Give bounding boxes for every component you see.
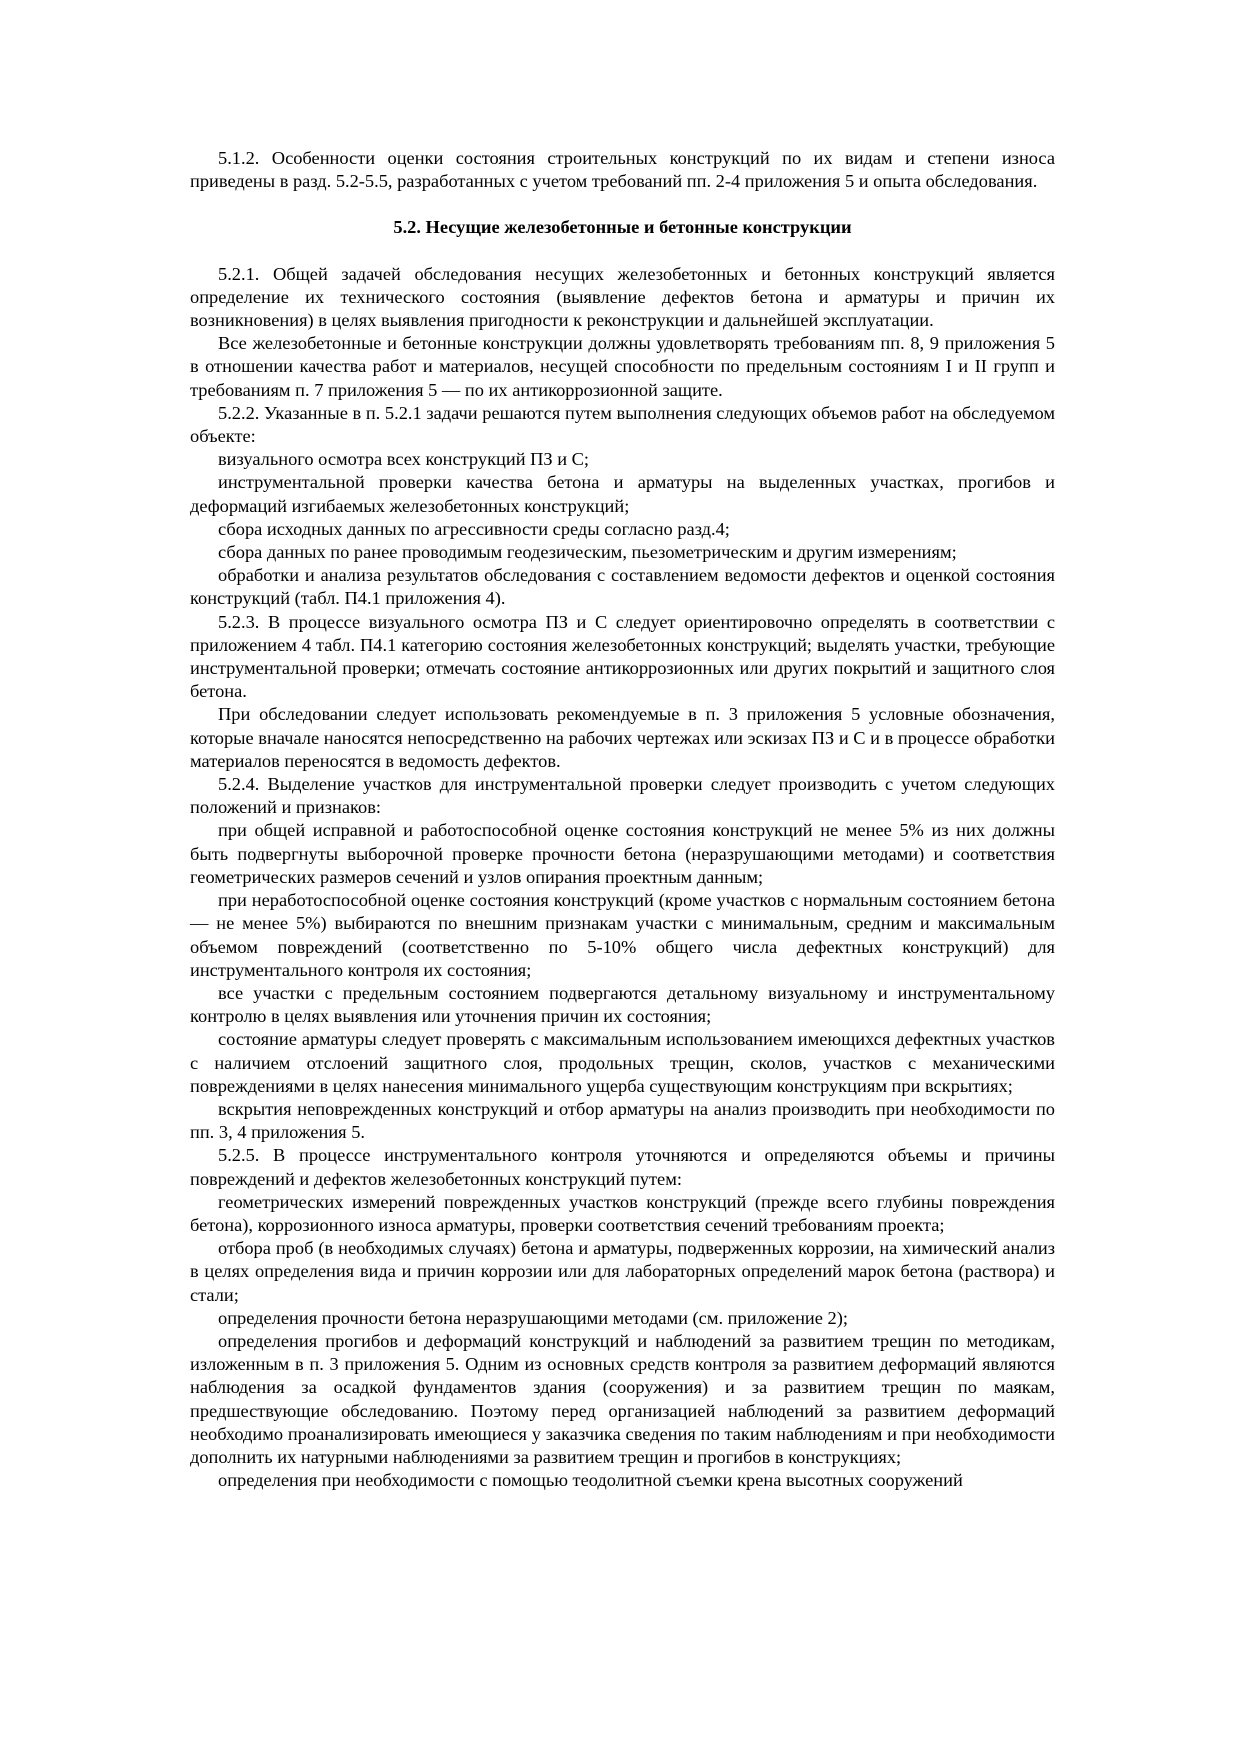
list-item: определения при необходимости с помощью теодолитной съемки крена высотных сооружений — [218, 1470, 963, 1491]
paragraph-5-2-2: 5.2.2. Указанные в п. 5.2.1 задачи решаются путем выполнения следующих объемов работ на обследуемом объекте: — [190, 402, 1055, 447]
list-item: при неработоспособной оценке состояния конструкций (кроме участков с нормальным состоянием бетона — не менее 5%) выбираются по внешним признакам участки с минимальным, средним и максимальным объемом повреждений (соответственно по 5-10% общего числа дефектных конструкций) для инструментального контроля их состояния; — [190, 890, 1055, 980]
list-item: вскрытия неповрежденных конструкций и отбор арматуры на анализ производить при необходимости по пп. 3, 4 приложения 5. — [190, 1098, 1055, 1143]
list-item: геометрических измерений поврежденных участков конструкций (прежде всего глубины повреждения бетона), коррозионного износа арматуры, проверки соответствия сечений требованиям проекта; — [190, 1191, 1055, 1235]
list-item: все участки с предельным состоянием подвергаются детальному визуальному и инструментальному контролю в целях выявления или уточнения причин их состояния; — [190, 982, 1055, 1027]
paragraph-5-2-4: 5.2.4. Выделение участков для инструментальной проверки следует производить с учетом следующих положений и признаков: — [190, 774, 1055, 818]
paragraph-5-2-5: 5.2.5. В процессе инструментального контроля уточняются и определяются объемы и причины повреждений и дефектов железобетонных конструкций путем: — [190, 1145, 1055, 1189]
list-item: определения прочности бетона неразрушающими методами (см. приложение 2); — [218, 1307, 848, 1328]
paragraph-5-2-1: 5.2.1. Общей задачей обследования несущих железобетонных и бетонных конструкций является определение их технического состояния (выявление дефектов бетона и арматуры и причин их возникновения) в целях выявления пригодности к реконструкции и дальнейшей эксплуатации. — [190, 263, 1055, 331]
list-item: состояние арматуры следует проверять с максимальным использованием имеющихся дефектных участков с наличием отслоений защитного слоя, продольных трещин, сколов, участков с механическими повреждениями в целях нанесения минимального ущерба существующим конструкциям при вскрытиях; — [190, 1029, 1055, 1096]
section-heading-5-2: 5.2. Несущие железобетонные и бетонные конструкции — [393, 217, 852, 238]
list-item: отбора проб (в необходимых случаях) бетона и арматуры, подверженных коррозии, на химический анализ в целях определения вида и причин коррозии или для лабораторных определений марок бетона (раствора) и стали; — [190, 1238, 1055, 1305]
paragraph: Все железобетонные и бетонные конструкции должны удовлетворять требованиям пп. 8, 9 приложения 5 в отношении качества работ и материалов, несущей способности по предельным состояниям I и II групп и требованиям п. 7 приложения 5 — по их антикоррозионной защите. — [190, 333, 1055, 400]
paragraph-5-2-3: 5.2.3. В процессе визуального осмотра ПЗ и С следует ориентировочно определять в соответствии с приложением 4 табл. П4.1 категорию состояния железобетонных конструкций; выделять участки, требующие инструментальной проверки; отмечать состояние антикоррозионных или других покрытий и защитного слоя бетона. — [190, 611, 1055, 702]
document-page — [190, 147, 1055, 1492]
list-item: определения прогибов и деформаций конструкций и наблюдений за развитием трещин по методикам, изложенным в п. 3 приложения 5. Одним из основных средств контроля за развитием деформаций являются наблюдения за осадкой фундаментов здания (сооружения) и за развитием трещин по маякам, предшествующие обследованию. Поэтому перед организацией наблюдений за развитием деформаций необходимо проанализировать имеющиеся у заказчика сведения по таким наблюдениям и при необходимости дополнить их натурными наблюдениями за развитием трещин и прогибов в конструкциях; — [190, 1330, 1055, 1467]
list-item: визуального осмотра всех конструкций ПЗ и С; — [218, 449, 590, 470]
list-item: при общей исправной и работоспособной оценке состояния конструкций не менее 5% из них должны быть подвергнуты выборочной проверке прочности бетона (неразрушающими методами) и соответствия геометрических размеров сечений и узлов опирания проектным данным; — [190, 820, 1055, 887]
paragraph: При обследовании следует использовать рекомендуемые в п. 3 приложения 5 условные обозначения, которые вначале наносятся непосредственно на рабочих чертежах или эскизах ПЗ и С и в процессе обработки материалов переносятся в ведомость дефектов. — [190, 704, 1055, 771]
list-item: сбора исходных данных по агрессивности среды согласно разд.4; — [218, 518, 730, 539]
list-item: обработки и анализа результатов обследования с составлением ведомости дефектов и оценкой состояния конструкций (табл. П4.1 приложения 4). — [190, 565, 1055, 609]
list-item: сбора данных по ранее проводимым геодезическим, пьезометрическим и другим измерениям; — [218, 542, 957, 563]
list-item: инструментальной проверки качества бетона и арматуры на выделенных участках, прогибов и деформаций изгибаемых железобетонных конструкций; — [190, 472, 1055, 516]
paragraph-5-1-2: 5.1.2. Особенности оценки состояния строительных конструкций по их видам и степени износа приведены в разд. 5.2-5.5, разработанных с учетом требований пп. 2-4 приложения 5 и опыта обследования. — [190, 148, 1055, 192]
